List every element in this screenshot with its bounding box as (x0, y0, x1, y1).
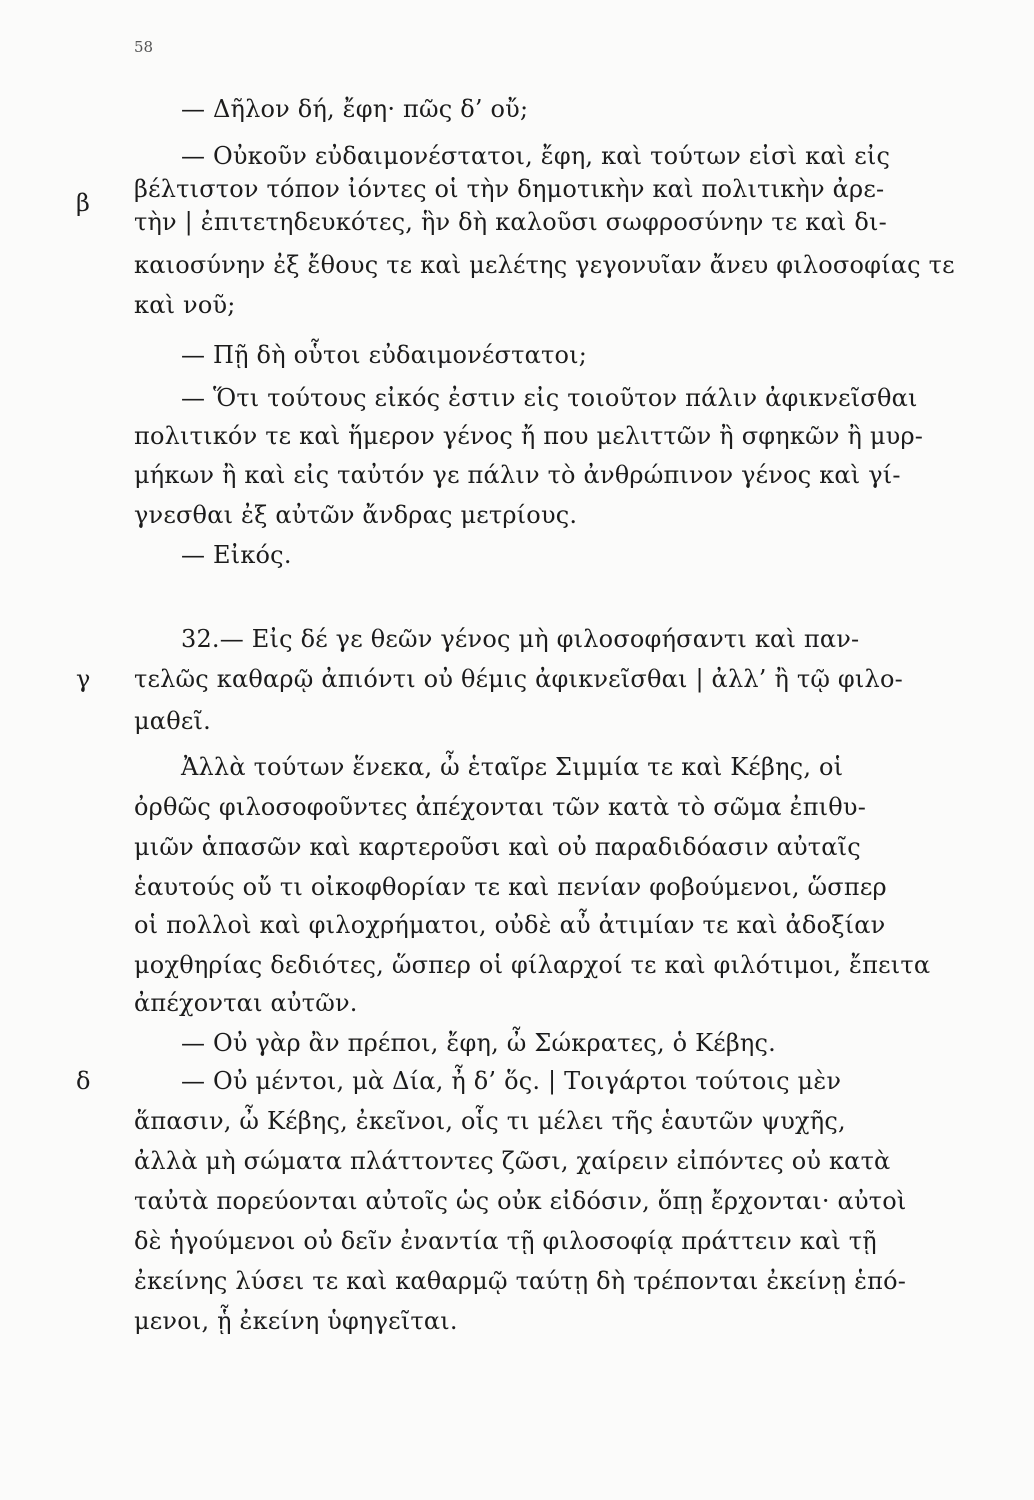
text-line: καὶ νοῦ; (134, 291, 236, 319)
text-line: ἀπέχονται αὐτῶν. (134, 989, 358, 1017)
text-line: δὲ ἡγούμενοι οὐ δεῖν ἐναντία τῇ φιλοσοφίᾳ πράττειν καὶ τῇ (134, 1227, 877, 1255)
text-line: ἅπασιν, ὦ Κέβης, ἐκεῖνοι, οἷς τι μέλει τῆς ἑαυτῶν ψυχῆς, (134, 1107, 846, 1135)
text-line: Ἀλλὰ τούτων ἕνεκα, ὦ ἑταῖρε Σιμμία τε καὶ Κέβης, οἱ (134, 753, 844, 781)
text-line: μιῶν ἁπασῶν καὶ καρτεροῦσι καὶ οὐ παραδιδόασιν αὐταῖς (134, 833, 861, 861)
text-line: μοχθηρίας δεδιότες, ὥσπερ οἱ φίλαρχοί τε καὶ φιλότιμοι, ἔπειτα (134, 951, 931, 979)
text-line: — Πῇ δὴ οὗτοι εὐδαιμονέστατοι; (134, 341, 588, 369)
page-number: 58 (134, 38, 154, 56)
text-line: τὴν | ἐπιτετηδευκότες, ἣν δὴ καλοῦσι σωφροσύνην τε καὶ δι- (134, 208, 887, 236)
text-line: μήκων ἢ καὶ εἰς ταὐτόν γε πάλιν τὸ ἀνθρώπινον γένος καὶ γί- (134, 461, 901, 489)
text-line: τελῶς καθαρῷ ἀπιόντι οὐ θέμις ἀφικνεῖσθαι | ἀλλ’ ἢ τῷ φιλο- (134, 665, 903, 693)
text-line: — Οὐ μέντοι, μὰ Δία, ἦ δ’ ὅς. | Τοιγάρτοι τούτοις μὲν (134, 1067, 842, 1095)
margin-marker-d: δ (76, 1067, 91, 1095)
text-line: ὀρθῶς φιλοσοφοῦντες ἀπέχονται τῶν κατὰ τὸ σῶμα ἐπιθυ- (134, 793, 867, 821)
text-line: πολιτικόν τε καὶ ἥμερον γένος ἤ που μελιττῶν ἢ σφηκῶν ἢ μυρ- (134, 422, 924, 450)
text-line: μενοι, ᾗ ἐκείνη ὑφηγεῖται. (134, 1307, 458, 1335)
text-line: γνεσθαι ἐξ αὐτῶν ἄνδρας μετρίους. (134, 501, 578, 529)
text-line: καιοσύνην ἐξ ἔθους τε καὶ μελέτης γεγονυῖαν ἄνευ φιλοσοφίας τε (134, 251, 955, 279)
text-line: μαθεῖ. (134, 707, 211, 735)
text-line: ἀλλὰ μὴ σώματα πλάττοντες ζῶσι, χαίρειν εἰπόντες οὐ κατὰ (134, 1147, 891, 1175)
text-line: — Οὐ γὰρ ἂν πρέποι, ἔφη, ὦ Σώκρατες, ὁ Κέβης. (134, 1029, 776, 1057)
text-line: ταὐτὰ πορεύονται αὐτοῖς ὡς οὐκ εἰδόσιν, ὅπῃ ἔρχονται· αὐτοὶ (134, 1187, 907, 1215)
text-line: — Οὐκοῦν εὐδαιμονέστατοι, ἔφη, καὶ τούτων εἰσὶ καὶ εἰς (134, 142, 891, 170)
text-line: — Εἰκός. (134, 541, 292, 569)
margin-marker-b: β (76, 189, 90, 217)
text-line: ἐκείνης λύσει τε καὶ καθαρμῷ ταύτῃ δὴ τρέπονται ἐκείνῃ ἑπό- (134, 1267, 907, 1295)
text-line: ἑαυτούς οὔ τι οἰκοφθορίαν τε καὶ πενίαν φοβούμενοι, ὥσπερ (134, 873, 887, 901)
text-line: — Δῆλον δή, ἔφη· πῶς δ’ οὔ; (134, 95, 529, 123)
text-line: οἱ πολλοὶ καὶ φιλοχρήματοι, οὐδὲ αὖ ἀτιμίαν τε καὶ ἀδοξίαν (134, 911, 886, 939)
margin-marker-g: γ (76, 665, 91, 693)
text-line: βέλτιστον τόπον ἰόντες οἱ τὴν δημοτικὴν καὶ πολιτικὴν ἀρε- (134, 175, 885, 203)
text-line: 32.— Εἰς δέ γε θεῶν γένος μὴ φιλοσοφήσαντι καὶ παν- (134, 625, 860, 653)
text-line: — Ὅτι τούτους εἰκός ἐστιν εἰς τοιοῦτον πάλιν ἀφικνεῖσθαι (134, 384, 918, 412)
